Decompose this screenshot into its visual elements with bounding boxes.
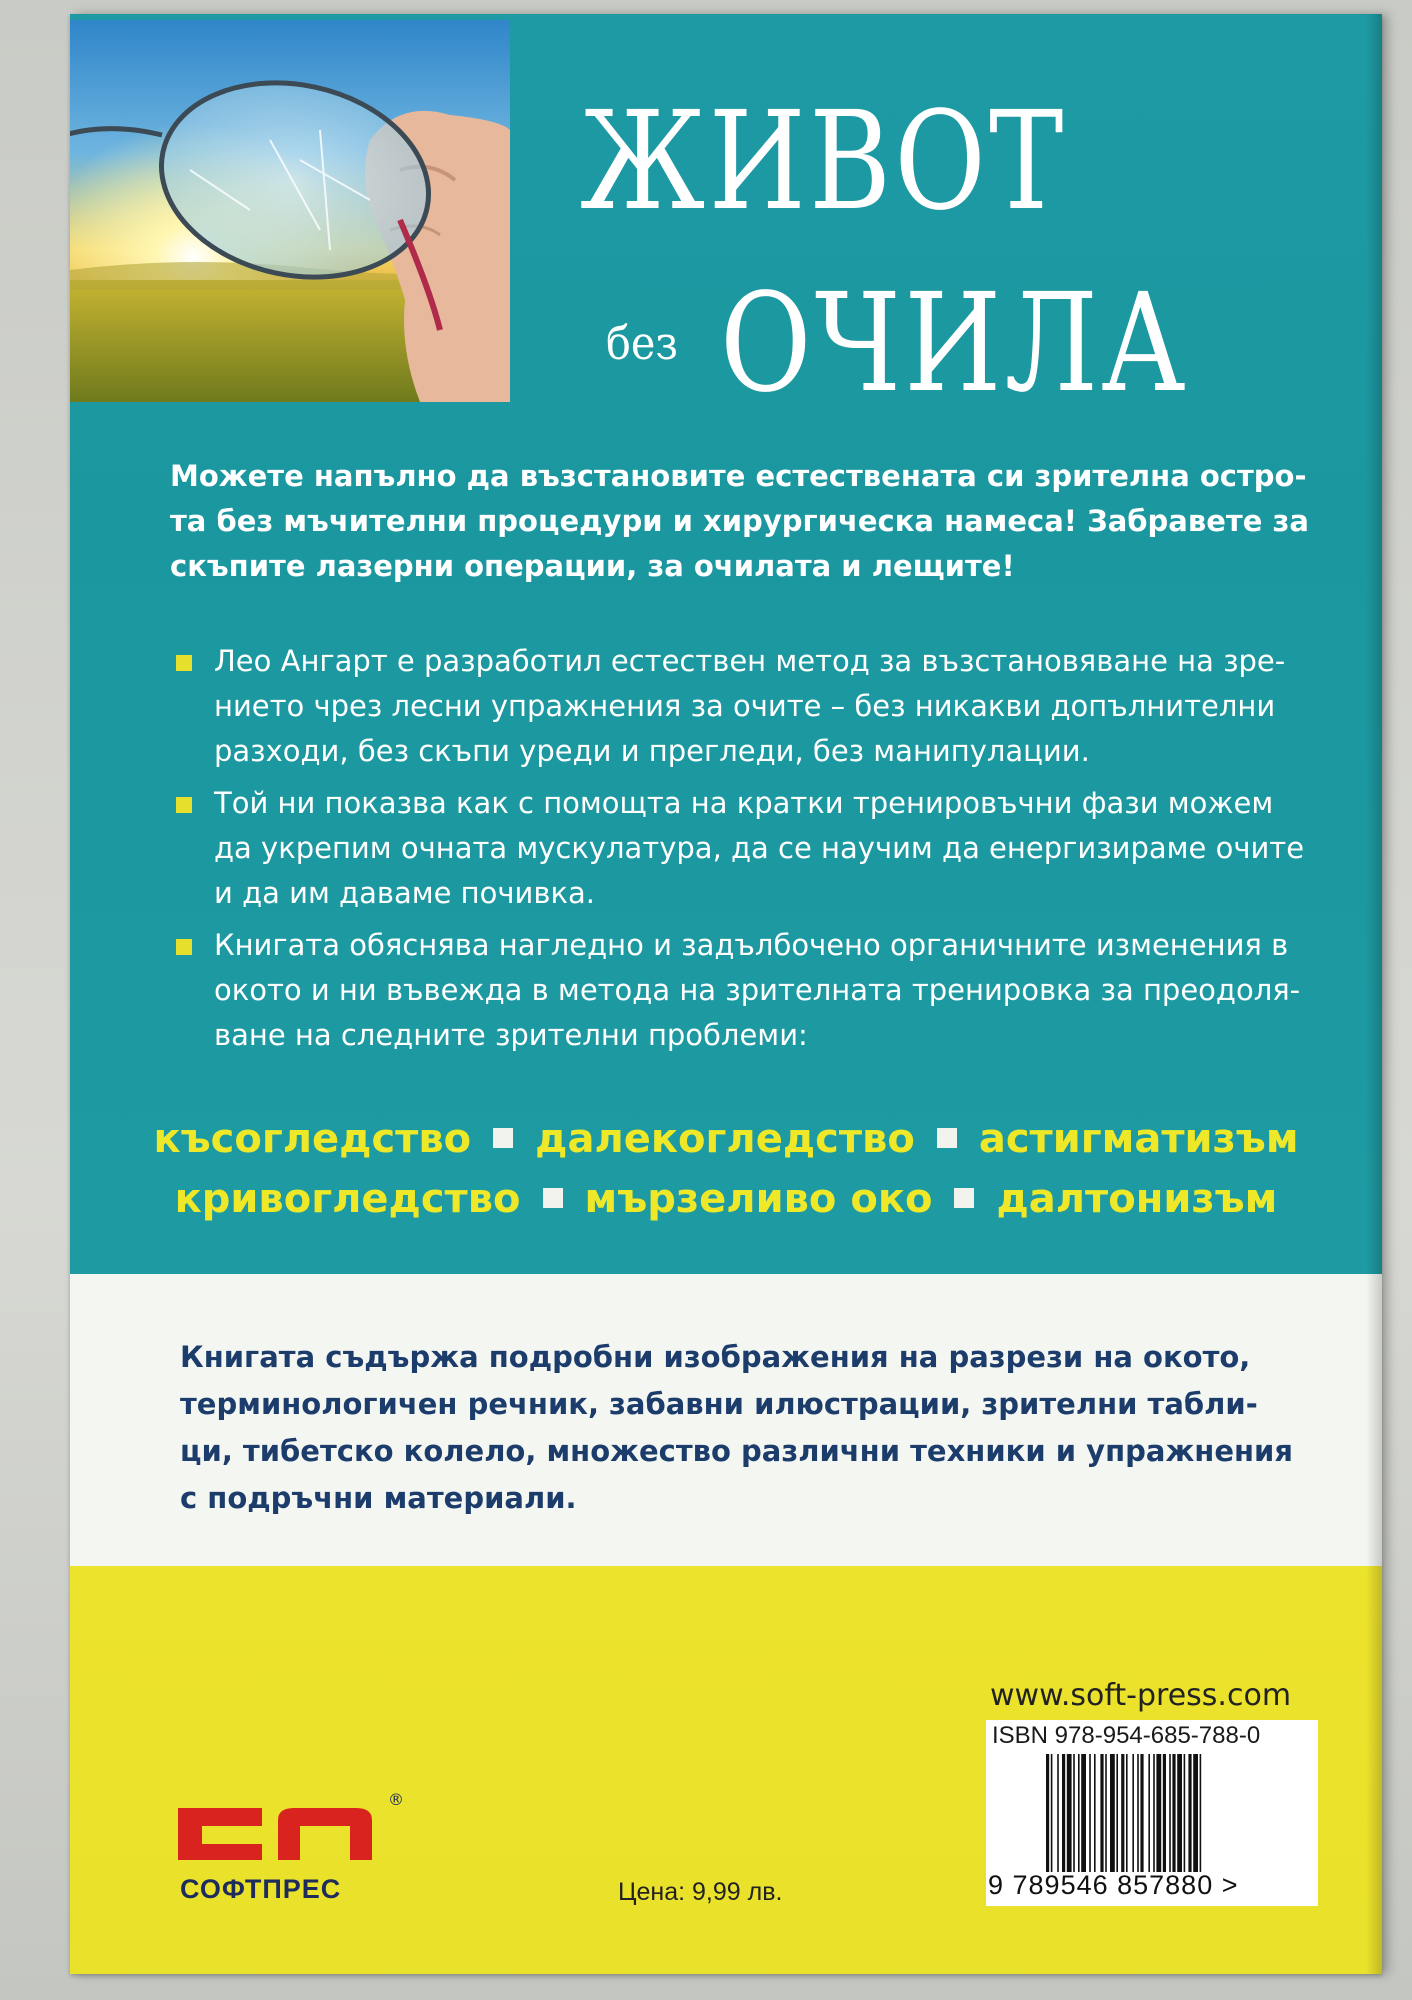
barcode-bar	[1073, 1754, 1075, 1872]
barcode-bar	[1184, 1754, 1186, 1872]
term: далекогледство	[535, 1116, 915, 1162]
bullet-line: ване на следните зрителни проблеми:	[214, 1018, 808, 1052]
barcode-bar	[1188, 1754, 1191, 1872]
term: астигматизъм	[978, 1116, 1299, 1162]
barcode-number: 9 789546 857880 >	[988, 1870, 1239, 1900]
terms-row	[70, 1169, 1382, 1229]
barcode-bar	[1200, 1754, 1202, 1872]
barcode-bar	[1172, 1754, 1175, 1872]
barcode-block	[986, 1720, 1318, 1906]
barcode-bar	[1193, 1754, 1198, 1872]
publisher-name: СОФТПРЕС	[180, 1874, 342, 1904]
bullet-line: Той ни показва как с помощта на кратки тренировъчни фази можем	[214, 786, 1274, 820]
barcode-bar	[1132, 1754, 1134, 1872]
lead-line: та без мъчителни процедури и хирургическа намеса! Забравете за	[170, 504, 1309, 538]
title-small-word: без	[606, 316, 679, 370]
lead-paragraph	[170, 454, 1382, 589]
contents-line: терминологичен речник, забавни илюстрации, зрителни табли-	[180, 1387, 1258, 1421]
barcode-bar	[1116, 1754, 1118, 1872]
glasses-sunset-photo	[70, 20, 510, 402]
barcode-bar	[1169, 1754, 1171, 1872]
bullet-line: Книгата обяснява нагледно и задълбочено органичните изменения в	[214, 928, 1289, 962]
bullet-square-icon	[176, 797, 192, 813]
barcode-bar	[1121, 1754, 1124, 1872]
book-back-cover	[70, 14, 1382, 1974]
cover-edge-shadow	[1366, 14, 1382, 1974]
bullet-line: разходи, без скъпи уреди и прегледи, без манипулации.	[214, 734, 1090, 768]
barcode-bar	[1140, 1754, 1143, 1872]
separator-square-icon	[493, 1128, 513, 1148]
barcode-bar	[1137, 1754, 1139, 1872]
contents-line: Книгата съдържа подробни изображения на разрези на окото,	[180, 1340, 1251, 1374]
isbn-label: ISBN 978-954-685-788-0	[992, 1722, 1261, 1749]
separator-square-icon	[543, 1188, 563, 1208]
barcode-bar	[1081, 1754, 1086, 1872]
barcode-bar	[1126, 1754, 1128, 1872]
title-line2: ОЧИЛА	[720, 265, 1189, 423]
term: далтонизъм	[996, 1176, 1278, 1222]
bullet-line: нието чрез лесни упражнения за очите – без никакви допълнителни	[214, 689, 1276, 723]
barcode-bar	[1067, 1754, 1072, 1872]
barcode-bar	[1156, 1754, 1161, 1872]
vision-problems-list	[70, 1109, 1382, 1229]
publisher-logo	[170, 1794, 380, 1868]
barcode-bar	[1100, 1754, 1103, 1872]
contents-line: с подръчни материали.	[180, 1481, 577, 1515]
barcode-bar	[1057, 1754, 1059, 1872]
barcode-bar	[1089, 1754, 1091, 1872]
barcode-bar	[1110, 1754, 1115, 1872]
contents-line: ци, тибетско колело, множество различни техники и упражнения	[180, 1434, 1293, 1468]
separator-square-icon	[937, 1128, 957, 1148]
bullet-line: да укрепим очната мускулатура, да се научим да енергизираме очите	[214, 831, 1305, 865]
term: късогледство	[153, 1116, 472, 1162]
publisher-website: www.soft-press.com	[990, 1678, 1292, 1713]
bullet-square-icon	[176, 939, 192, 955]
bullet-line: и да им даваме почивка.	[214, 876, 595, 910]
barcode-bar	[1163, 1754, 1166, 1872]
terms-row	[70, 1109, 1382, 1169]
barcode-bar	[1062, 1754, 1065, 1872]
barcode-bar	[1153, 1754, 1155, 1872]
lead-line: скъпите лазерни операции, за очилата и лещите!	[170, 549, 1015, 583]
lead-line: Можете напълно да възстановите естествената си зрителна остро-	[170, 459, 1307, 493]
price-label: Цена: 9,99 лв.	[618, 1878, 783, 1906]
bullet-line: Лео Ангарт е разработил естествен метод за възстановяване на зре-	[214, 644, 1286, 678]
contents-paragraph	[180, 1334, 1380, 1522]
barcode-bar	[1046, 1754, 1049, 1872]
barcode-bar	[1177, 1754, 1182, 1872]
term: кривогледство	[174, 1176, 521, 1222]
bullet-square-icon	[176, 655, 192, 671]
barcode-bar	[1105, 1754, 1107, 1872]
barcode-bar	[1148, 1754, 1150, 1872]
registered-mark: ®	[388, 1790, 404, 1809]
barcode-bar	[1094, 1754, 1096, 1872]
bullet-line: окото и ни въвежда в метода на зрителната тренировка за преодоля-	[214, 973, 1301, 1007]
title-line1: ЖИВОТ	[580, 83, 1067, 241]
barcode-bar	[1051, 1754, 1053, 1872]
barcode-bar	[1078, 1754, 1080, 1872]
separator-square-icon	[954, 1188, 974, 1208]
barcode-icon	[1046, 1754, 1276, 1872]
term: мързеливо око	[584, 1176, 933, 1222]
